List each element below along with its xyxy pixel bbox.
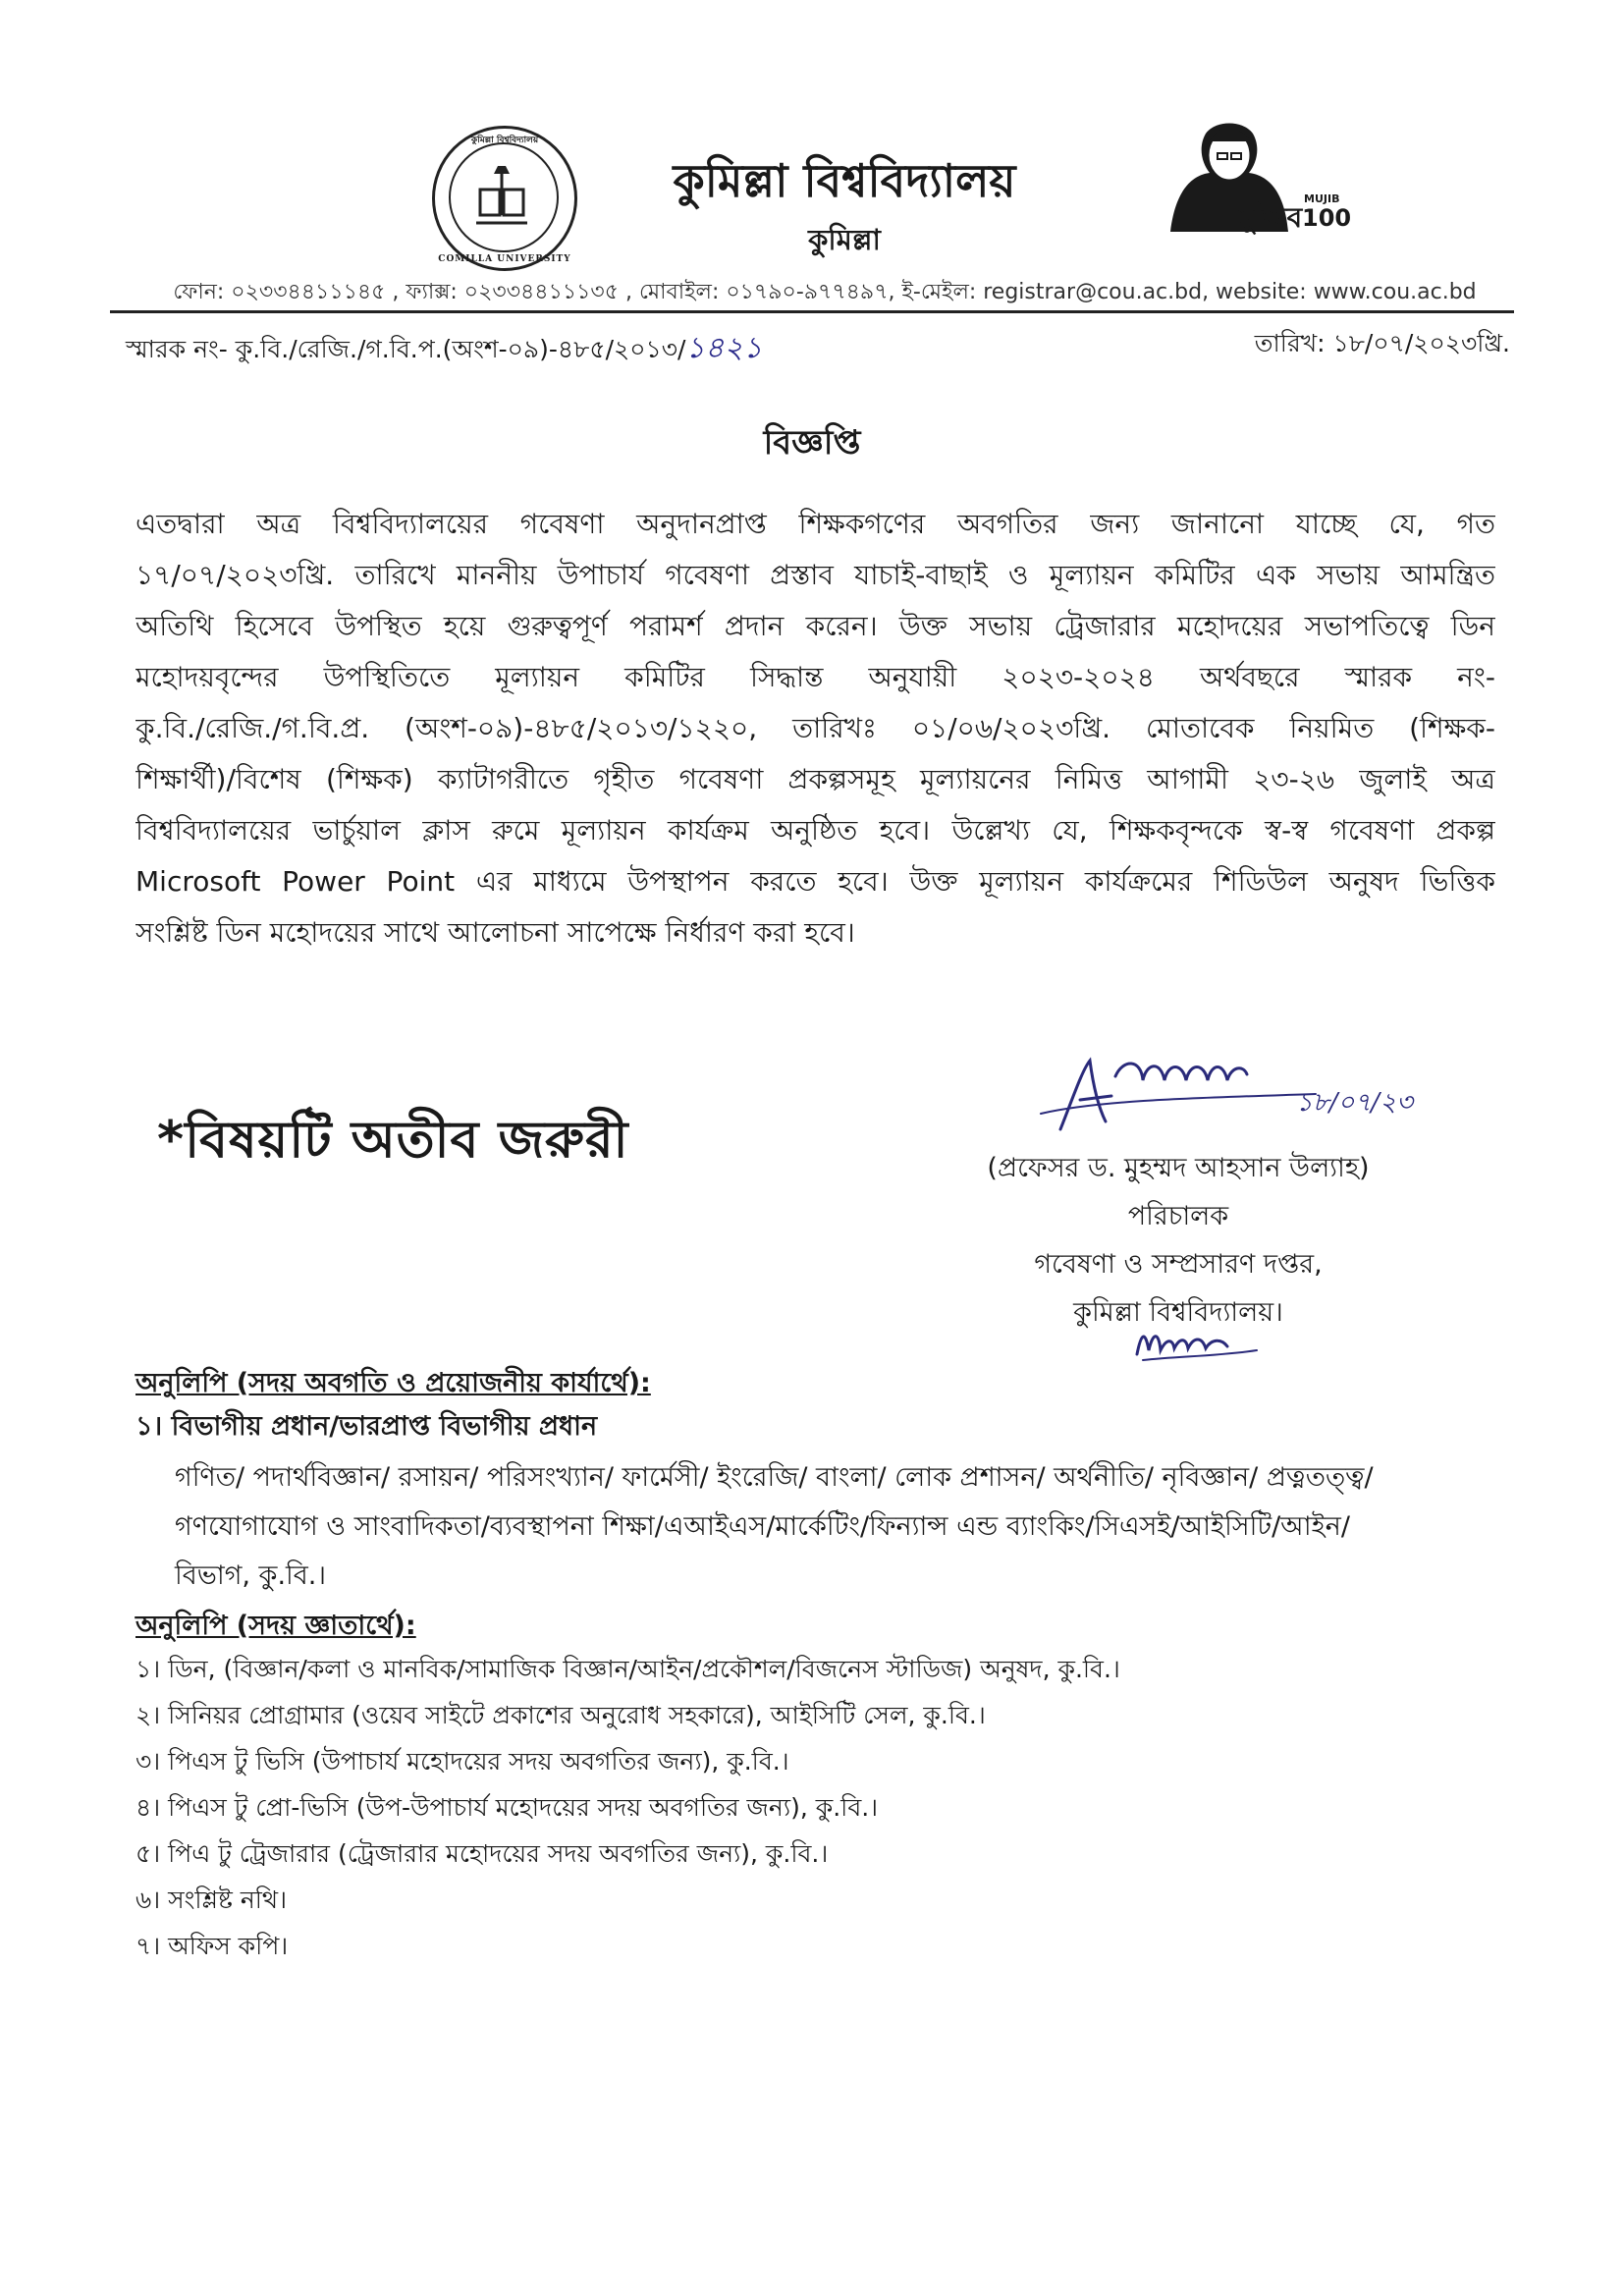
notice-line: এতদ্বারা অত্র বিশ্ববিদ্যালয়ের গবেষণা অনুদানপ্রাপ্ত শিক্ষকগণের অবগতির জন্য জানানো যাচ্ছে যে, গত (135, 508, 1495, 540)
department-list (175, 1453, 1490, 1601)
notice-line: ১৭/০৭/২০২৩খ্রি. তারিখে মাননীয় উপাচার্য গবেষণা প্রস্তাব যাচাই-বাছাই ও মূল্যায়ন কমিটির এক সভায় আমন্ত্রিত (135, 559, 1495, 591)
contact-line: ফোন: ০২৩৩৪৪১১১৪৫ , ফ্যাক্স: ০২৩৩৪৪১১১৩৫ , মোবাইল: ০১৭৯০-৯৭৭৪৯৭, ই-মেইল: registrar@cou.ac.bd, website: www.cou.ac.bd (173, 280, 1477, 304)
list-item: ৬। সংশ্লিষ্ট নথি। (135, 1886, 288, 1914)
mujib-logo-number: 100 (1302, 204, 1352, 232)
notice-title: বিজ্ঞপ্তি (763, 423, 861, 463)
header-divider (110, 310, 1514, 313)
department-line: বিভাগ, কু.বি.। (175, 1560, 327, 1591)
university-city: কুমিল্লা (808, 223, 881, 256)
department-line: গণিত/ পদার্থবিজ্ঞান/ রসায়ন/ পরিসংখ্যান/ ফার্মেসী/ ইংরেজি/ বাংলা/ লোক প্রশাসন/ অর্থনীতি/ নৃবিজ্ঞান/ প্রত্নতত্ত্ব/ (175, 1462, 1374, 1493)
list-item: ১। ডিন, (বিজ্ঞান/কলা ও মানবিক/সামাজিক বিজ্ঞান/আইন/প্রকৌশল/বিজনেস স্টাডিজ) অনুষদ, কু.বি.। (135, 1655, 1120, 1683)
book-lamp-icon (451, 144, 553, 246)
university-name: কুমিল্লা বিশ্ববিদ্যালয় (673, 154, 1016, 207)
notice-line: সংশ্লিষ্ট ডিন মহোদয়ের সাথে আলোচনা সাপেক্ষে নির্ধারণ করা হবে। (135, 916, 855, 949)
list-item: ২। সিনিয়র প্রোগ্রামার (ওয়েব সাইটে প্রকাশের অনুরোধ সহকারে), আইসিটি সেল, কু.বি.। (135, 1701, 986, 1729)
list-item: ৭। অফিস কপি। (135, 1932, 289, 1960)
initial-scribble-icon (1129, 1321, 1267, 1370)
signature-block (884, 1144, 1473, 1337)
notice-line: মহোদয়বৃন্দের উপস্থিতিতে মূল্যায়ন কমিটির সিদ্ধান্ত অনুযায়ী ২০২৩-২০২৪ অর্থবছরে স্মারক নং- (135, 661, 1495, 693)
memo-row (126, 324, 1510, 363)
memo-date: তারিখ: ১৮/০৭/২০২৩খ্রি. (1254, 329, 1510, 357)
notice-body (135, 499, 1495, 958)
copy-info-heading: অনুলিপি (সদয় জ্ঞাতার্থে): (135, 1611, 416, 1641)
signature-date: ১৮/০৭/২৩ (1296, 1088, 1413, 1118)
notice-line: অতিথি হিসেবে উপস্থিত হয়ে গুরুত্বপূর্ণ পরামর্শ প্রদান করেন। উক্ত সভায় ট্রেজারার মহোদয়ের সভাপতিত্বে ডিন (135, 610, 1495, 642)
seal-inner-ring (449, 142, 559, 252)
signatory-name: (প্রফেসর ড. মুহম্মদ আহসান উল্যাহ) (987, 1153, 1370, 1183)
memo-reference (126, 324, 762, 374)
notice-line: বিশ্ববিদ্যালয়ের ভার্চুয়াল ক্লাস রুমে মূল্যায়ন কার্যক্রম অনুষ্ঠিত হবে। উল্লেখ্য যে, শিক্ষকবৃন্দকে স্ব-স্ব গবেষণা প্রকল্প (135, 814, 1495, 847)
notice-line: Microsoft Power Point এর মাধ্যমে উপস্থাপন করতে হবে। উক্ত মূল্যায়ন কার্যক্রমের শিডিউল অনুষদ ভিত্তিক (135, 865, 1495, 898)
handwritten-signature (1021, 1041, 1434, 1149)
list-item: ৪। পিএস টু প্রো-ভিসি (উপ-উপাচার্য মহোদয়ের সদয় অবগতির জন্য), কু.বি.। (135, 1793, 879, 1822)
signatory-office: গবেষণা ও সম্প্রসারণ দপ্তর, (1034, 1249, 1323, 1280)
handwritten-initial (1129, 1321, 1267, 1370)
mujib-logo-en: MUJIB (1304, 192, 1340, 205)
department-line: গণযোগাযোগ ও সাংবাদিকতা/ব্যবস্থাপনা শিক্ষা/এআইএস/মার্কেটিং/ফিন্যান্স এন্ড ব্যাংকিং/সিএসই/আইসিটি/আইন/ (175, 1511, 1350, 1542)
list-item: ৫। পিএ টু ট্রেজারার (ট্রেজারার মহোদয়ের সদয় অবগতির জন্য), কু.বি.। (135, 1839, 829, 1868)
seal-bottom-text: COMILLA UNIVERSITY (438, 254, 571, 264)
copy-action-heading: অনুলিপি (সদয় অবগতি ও প্রয়োজনীয় কার্যার্থে): (135, 1368, 651, 1398)
memo-reference-text: স্মারক নং- কু.বি./রেজি./গ.বি.প.(অংশ-০৯)-৪৮৫/২০১৩/ (126, 335, 686, 363)
copy-action-item: ১। বিভাগীয় প্রধান/ভারপ্রাপ্ত বিভাগীয় প্রধান (135, 1411, 598, 1442)
university-seal (432, 126, 577, 271)
seal-top-text: কুমিল্লা বিশ্ববিদ্যালয় (470, 136, 539, 145)
notice-line: শিক্ষার্থী)/বিশেষ (শিক্ষক) ক্যাটাগরীতে গৃহীত গবেষণা প্রকল্পসমূহ মূল্যায়নের নিমিত্ত আগামী ২৩-২৬ জুলাই অত্র (135, 763, 1495, 795)
urgent-note: *বিষয়টি অতীব জরুরী (157, 1111, 629, 1170)
signatory-institution: কুমিল্লা বিশ্ববিদ্যালয়। (1073, 1297, 1283, 1328)
copy-info-list (135, 1650, 1471, 1973)
notice-line: কু.বি./রেজি./গ.বি.প্র. (অংশ-০৯)-৪৮৫/২০১৩/১২২০, তারিখঃ ০১/০৬/২০২৩খ্রি. মোতাবেক নিয়মিত (শিক্ষক- (135, 712, 1495, 744)
signatory-designation: পরিচালক (1127, 1201, 1229, 1231)
memo-reference-handwritten: ১৪২১ (685, 331, 763, 365)
list-item: ৩। পিএস টু ভিসি (উপাচার্য মহোদয়ের সদয় অবগতির জন্য), কু.বি.। (135, 1747, 789, 1776)
mujib-logo-text: মুজিব (1239, 201, 1303, 234)
